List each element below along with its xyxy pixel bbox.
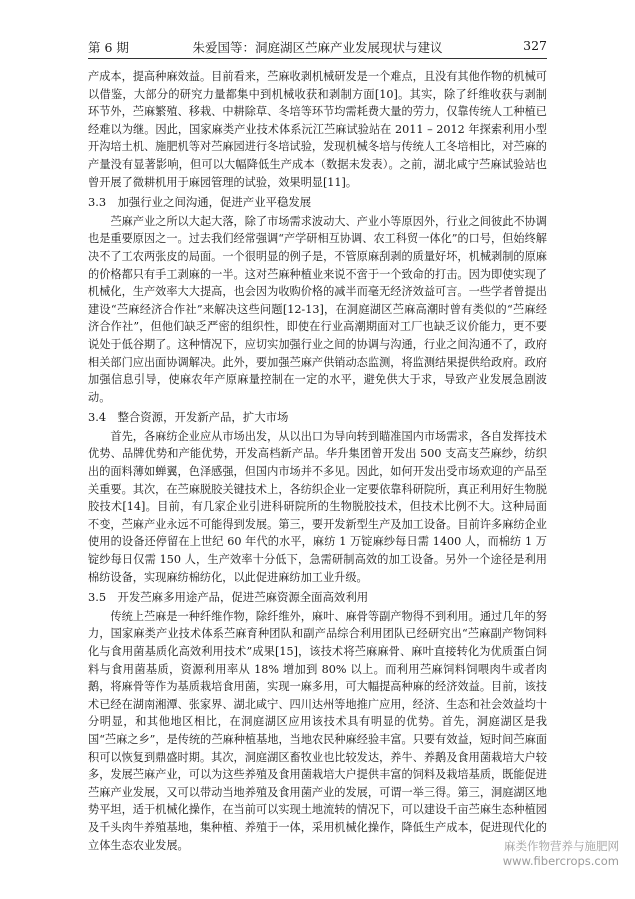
paragraph-3-5: 传统上苎麻是一种纤维作物，除纤维外，麻叶、麻骨等副产物得不到利用。通过几年的努力，国家麻类产业技术体系苎麻育种团队和副产品综合利用团队已经研究出“苎麻副产物饲料化与食用菌基质化高效利用技术”成果[15]，该技术将苎麻麻骨、麻叶直接转化为优质蛋白饲料与食用菌基质，资源利用率从 18% 增加到 80% 以上。而利用苎麻饲料饲喂肉牛或者肉鹅，将麻骨等作为基质栽培食用菌，实现一麻多用，可大幅提高种麻的经济效益。目前，该技术已经在湖南湘潭、张家界、湖北咸宁、四川达州等地推广应用，经济、生态和社会效益均十分明显，和其他地区相比，在洞庭湖区应用该技术具有明显的优势。首先，洞庭湖区是我国“苎麻之乡”，是传统的苎麻种植基地，当地农民种麻经验丰富。只要有效益，短时间苎麻面积可以恢复到鼎盛时期。其次，洞庭湖区畜牧业也比较发达，养牛、养鹅及食用菌栽培大户较多，发展苎麻产业，可以为这些养殖及食用菌栽培大户提供丰富的饲料及栽培基质，既能促进苎麻产业发展，又可以带动当地养殖及食用菌产业的发展，可谓一举三得。第三，洞庭湖区地势平坦，适于机械化操作，在当前可以实现土地流转的情况下，可以建设千亩苎麻生态种植园及千头肉牛养殖基地，集种植、养殖于一体，采用机械化操作，降低生产成本，促进现代化的立体生态农业发展。 [88, 609, 547, 852]
issue-number: 第 6 期 [88, 40, 129, 55]
article-body [88, 68, 547, 854]
section-heading-3-3: 3.3 加强行业之间沟通，促进产业平稳发展 [88, 195, 312, 210]
paragraph-3-3: 苎麻产业之所以大起大落，除了市场需求波动大、产业小等原因外，行业之间彼此不协调也是重要原因之一。过去我们经常强调“产学研相互协调、农工科贸一体化”的口号，但始终解决不了工农两张皮的局面。一个很明显的例子是，不管原麻刮剥的质量好坏，机械剥制的原麻的价格都只有手工剥麻的一半。这对苎麻种植业来说不啻于一个致命的打击。因为即使实现了机械化，生产效率大大提高，也会因为收购价格的减半而毫无经济效益可言。一些学者曾提出建设“苎麻经济合作社”来解决这些问题[12-13]，在洞庭湖区苎麻高潮时曾有类似的“苎麻经济合作社”，但他们缺乏严密的组织性，即使在行业高潮期面对工厂也缺乏议价能力，更不要说处于低谷期了。这种情况下，应切实加强行业之间的协调与沟通，行业之间沟通不了，政府相关部门应出面协调解决。此外，要加强苎麻产供销动态监测，将监测结果提供给政府。政府加强信息引导，使麻农年产原麻量控制在一定的水平，避免供大于求，导致产业发展急剧波动。 [88, 214, 547, 404]
page-number: 327 [523, 38, 547, 53]
running-title: 朱爱国等：洞庭湖区苎麻产业发展现状与建议 [192, 40, 443, 55]
section-heading-3-4: 3.4 整合资源，开发新产品，扩大市场 [88, 410, 289, 425]
watermark-url: www.fibercrops.com [502, 854, 619, 868]
watermark-site-name: 麻类作物营养与施肥网 [504, 839, 619, 853]
paragraph-3-4: 首先，各麻纺企业应从市场出发，从以出口为导向转到瞄准国内市场需求，各自发挥技术优势、品牌优势和产能优势，开发高档新产品。华升集团曾开发出 500 支高支苎麻纱，纺织出的面料薄如蝉翼，色泽感强，但国内市场并不多见。因此，如何开发出受市场欢迎的产品至关重要。其次，在苎麻脱胶关键技术上，各纺织企业一定要依靠科研院所，真正利用好生物脱胶技术[14]。目前，有几家企业引进科研院所的生物脱胶技术，但技术比例不大。这种局面不变，苎麻产业永远不可能得到发展。第三，要开发新型生产及加工设备。目前许多麻纺企业使用的设备还停留在上世纪 60 年代的水平，麻纺 1 万锭麻纱每日需 1400 人，而棉纺 1 万锭纱每日仅需 150 人，生产效率十分低下，急需研制高效的加工设备。另外一个途径是利用棉纺设备，实现麻纺棉纺化，以此促进麻纺加工业升级。 [88, 429, 547, 584]
site-watermark [503, 839, 619, 869]
running-header [88, 38, 547, 59]
paragraph-continued: 产成本，提高种麻效益。目前看来，苎麻收剥机械研发是一个难点，且没有其他作物的机械可以借鉴，大部分的研究力量都集中到机械收获和剥制方面[10]。其实，除了纤维收获与剥制环节外，苎麻繁殖、移栽、中耕除草、冬培等环节均需耗费大量的劳力，仅靠传统人工种植已经难以为继。因此，国家麻类产业技术体系沅江苎麻试验站在 2011 – 2012 年探索利用小型开沟培土机、施肥机等对苎麻园进行冬培试验，发现机械冬培与传统人工冬培相比，对苎麻的产量没有显著影响，但可以大幅降低生产成本（数据未发表）。之前，湖北咸宁苎麻试验站也曾开展了微耕机用于麻园管理的试验，效果明显[11]。 [88, 70, 547, 189]
section-heading-3-5: 3.5 开发苎麻多用途产品，促进苎麻资源全面高效利用 [88, 590, 369, 605]
